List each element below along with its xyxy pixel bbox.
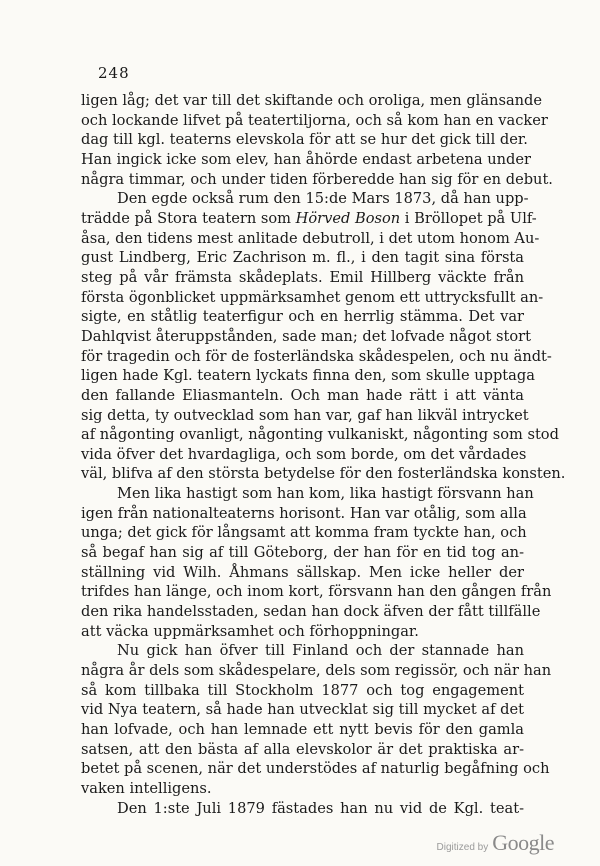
page-number: 248 bbox=[98, 64, 130, 82]
text-line: unga; det gick för långsamt att komma fram tyckte han, och bbox=[81, 524, 527, 542]
text-line: han lofvade, och han lemnade ett nytt bevis för den gamla bbox=[81, 721, 524, 738]
text-line: den rika handelsstaden, sedan han dock äfven der fått tillfälle bbox=[81, 603, 541, 621]
text-line: några timmar, och under tiden förberedde han sig för en debut. bbox=[81, 170, 553, 188]
text-line: dag till kgl. teaterns elevskola för att se hur det gick till der. bbox=[81, 131, 528, 149]
text-line: ligen låg; det var till det skiftande och oroliga, men glänsande bbox=[81, 92, 543, 109]
text-line: Men lika hastigt som han kom, lika hastigt försvann han bbox=[117, 485, 534, 503]
text-line: första ögonblicket uppmärksamhet genom ett uttrycksfullt an- bbox=[81, 288, 544, 306]
text-line: af någonting ovanligt, någonting vulkaniskt, någonting som stod bbox=[81, 426, 559, 444]
text-line: Han ingick icke som elev, han åhörde endast arbetena under bbox=[81, 150, 531, 168]
text-line: vid Nya teatern, så hade han utvecklat sig till mycket af det bbox=[81, 701, 524, 719]
text-line: att väcka uppmärksamhet och förhoppningar. bbox=[81, 622, 419, 640]
text-line: steg på vår främsta skådeplats. Emil Hillberg väckte från bbox=[81, 268, 524, 286]
text-line: och lockande lifvet på teatertiljorna, och så kom han en vacker bbox=[81, 111, 548, 129]
watermark-prefix: Digitized by bbox=[436, 842, 489, 853]
text-line: satsen, att den bästa af alla elevskolor är det praktiska ar- bbox=[81, 740, 524, 758]
digitization-watermark bbox=[437, 830, 554, 856]
text-line: betet på scenen, när det understödes af naturlig begåfning och bbox=[81, 760, 550, 778]
text-line: åsa, den tidens mest anlitade debutroll, i det utom honom Au- bbox=[81, 229, 540, 247]
text-line: sigte, en ståtlig teaterfigur och en herrlig stämma. Det var bbox=[81, 308, 524, 326]
text-line: så kom tillbaka till Stockholm 1877 och tog engagement bbox=[81, 681, 524, 699]
text-line: den fallande Eliasmanteln. Och man hade rätt i att vänta bbox=[81, 386, 524, 404]
text-line: väl, blifva af den största betydelse för den fosterländska konsten. bbox=[81, 465, 566, 483]
google-logo: Google bbox=[492, 830, 554, 855]
body-text bbox=[81, 91, 566, 818]
text-line: sig detta, ty outvecklad som han var, gaf han likväl intrycket bbox=[81, 406, 529, 424]
text-line: för tragedin och för de fosterländska skådespelen, och nu ändt- bbox=[81, 347, 552, 365]
text-line: gust Lindberg, Eric Zachrison m. fl., i den tagit sina första bbox=[81, 249, 524, 267]
text-line: några år dels som skådespelare, dels som regissör, och när han bbox=[81, 662, 552, 680]
text-line: ställning vid Wilh. Åhmans sällskap. Men icke heller der bbox=[81, 563, 524, 581]
text-line: trifdes han länge, och inom kort, försvann han den gången från bbox=[81, 583, 552, 601]
text-line: Den egde också rum den 15:de Mars 1873, då han upp- bbox=[117, 190, 529, 208]
text-line: igen från nationalteaterns horisont. Han var otålig, som alla bbox=[81, 504, 527, 522]
text-line bbox=[81, 209, 537, 229]
italic-role-name: Hörved Boson bbox=[295, 209, 401, 227]
text-line: Dahlqvist återuppstånden, sade man; det lofvade något stort bbox=[81, 327, 531, 345]
text-line: ligen hade Kgl. teatern lyckats finna den, som skulle upptaga bbox=[81, 367, 535, 385]
text-line: vaken intelligens. bbox=[81, 779, 212, 797]
text-line: Den 1:ste Juli 1879 fästades han nu vid de Kgl. teat- bbox=[117, 799, 524, 817]
text-line: Nu gick han öfver till Finland och der stannade han bbox=[117, 642, 524, 660]
text-line: så begaf han sig af till Göteborg, der han för en tid tog an- bbox=[81, 544, 524, 562]
text-segment: i Bröllopet på Ulf- bbox=[400, 209, 537, 227]
text-segment: trädde på Stora teatern som bbox=[81, 209, 296, 227]
text-line: vida öfver det hvardagliga, och som borde, om det vårdades bbox=[81, 445, 527, 463]
